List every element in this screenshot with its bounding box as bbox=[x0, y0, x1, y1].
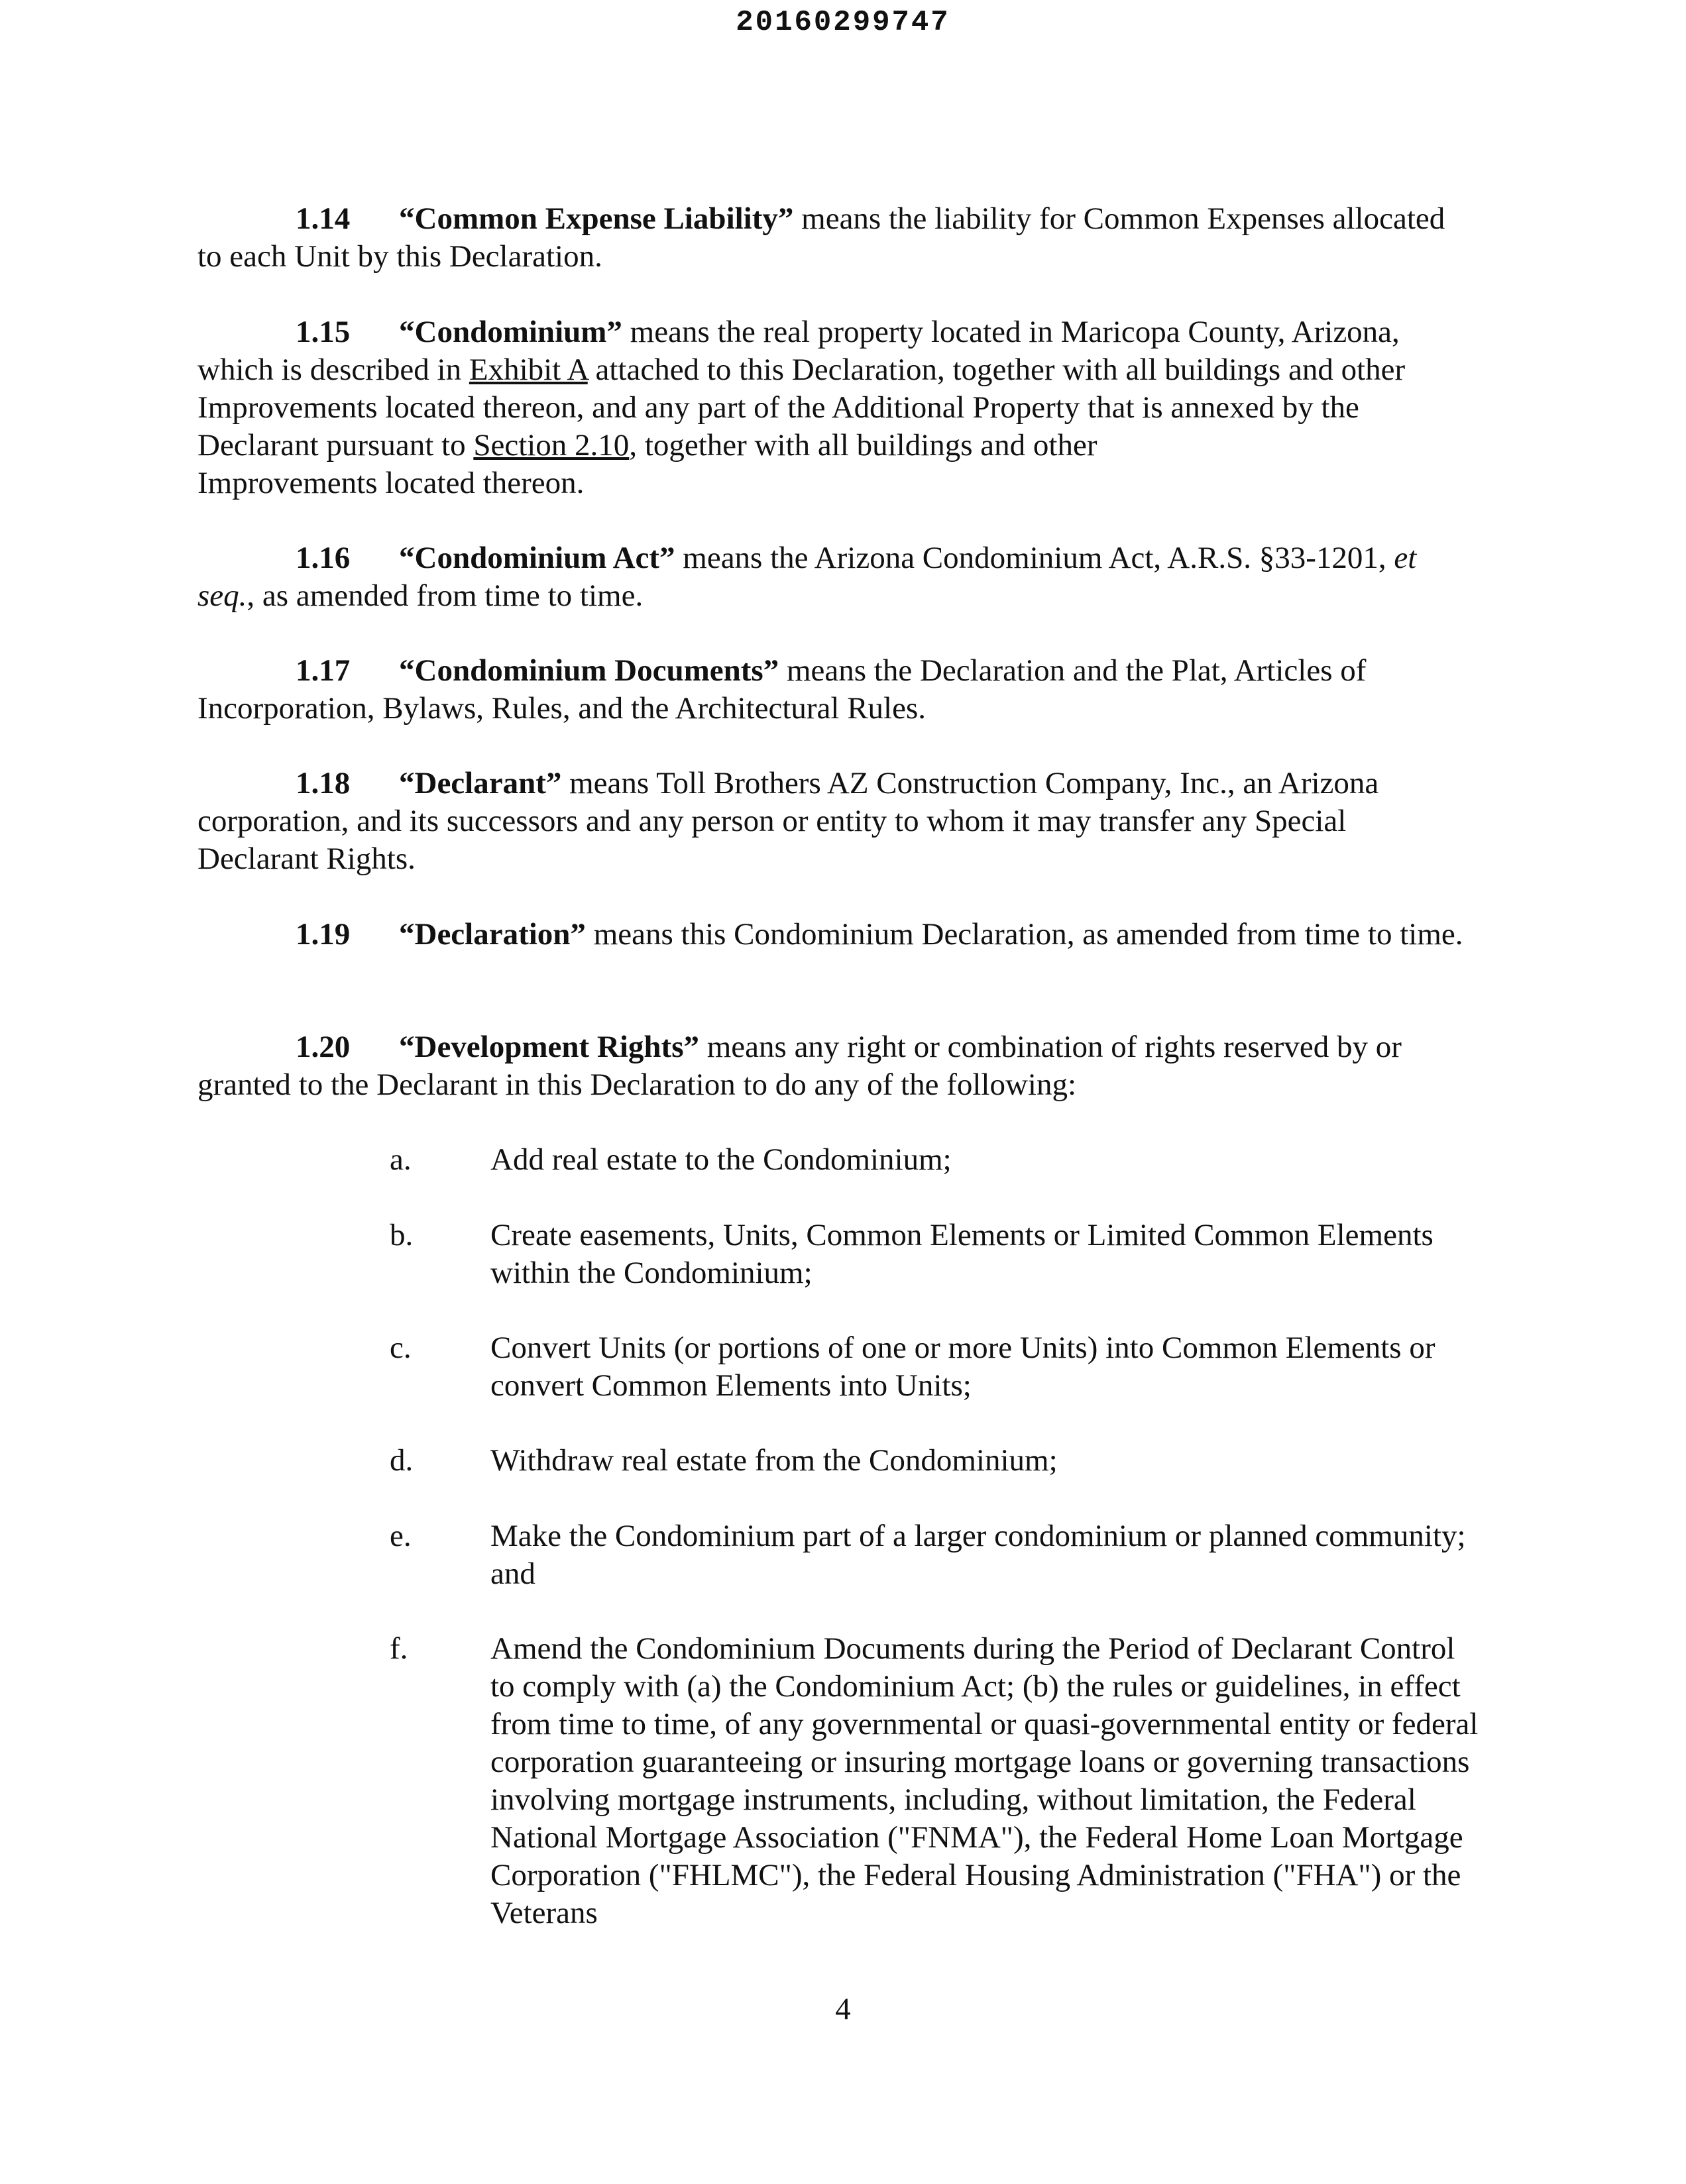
section-number: 1.19 bbox=[296, 917, 351, 952]
list-letter: e. bbox=[390, 1519, 412, 1553]
section-number: 1.17 bbox=[296, 653, 351, 688]
list-letter: b. bbox=[390, 1218, 414, 1252]
section-number: 1.20 bbox=[296, 1030, 351, 1064]
defined-term: “Declarant” bbox=[399, 766, 562, 800]
list-letter: d. bbox=[390, 1443, 414, 1478]
section-1-17 bbox=[197, 652, 1470, 728]
section-1-19 bbox=[197, 916, 1470, 954]
section-1-18 bbox=[197, 765, 1470, 878]
section-text: means any right or combination of rights reserved by or granted to the Declarant in this Declaration to do any of the following: bbox=[197, 1030, 1402, 1102]
defined-term: “Declaration” bbox=[399, 917, 586, 952]
section-text: , together with all buildings and other bbox=[629, 428, 1097, 463]
section-text: means Toll Brothers AZ Construction Company, Inc., an Arizona corporation, and its successors and any person or entity to whom it may transfer any Special Declarant Rights. bbox=[197, 766, 1379, 876]
section-text: means the Arizona Condominium Act, A.R.S. §33-1201, bbox=[675, 541, 1394, 575]
section-number: 1.16 bbox=[296, 541, 351, 575]
list-text: Add real estate to the Condominium; bbox=[490, 1142, 952, 1177]
section-number: 1.15 bbox=[296, 315, 351, 349]
section-text: , as amended from time to time. bbox=[247, 578, 644, 613]
list-text: Convert Units (or portions of one or more Units) into Common Elements or convert Common Elements into Units; bbox=[490, 1331, 1435, 1403]
defined-term: “Development Rights” bbox=[399, 1030, 699, 1064]
section-1-16 bbox=[197, 539, 1470, 615]
defined-term: “Condominium” bbox=[399, 315, 622, 349]
section-text: means the liability for Common Expenses allocated to each Unit by this Declaration. bbox=[197, 201, 1445, 274]
defined-term: “Condominium Act” bbox=[399, 541, 675, 575]
document-number: 20160299747 bbox=[736, 6, 950, 39]
exhibit-a-reference: Exhibit A bbox=[469, 353, 588, 387]
section-1-14-paragraph bbox=[197, 200, 1470, 276]
section-1-17-paragraph bbox=[197, 652, 1470, 728]
section-text: means the Declaration and the Plat, Articles of Incorporation, Bylaws, Rules, and the Architectural Rules. bbox=[197, 653, 1367, 726]
section-1-16-paragraph bbox=[197, 539, 1470, 615]
section-text: means the real property located in Maricopa County, Arizona, which is described in bbox=[197, 315, 1400, 387]
section-text: attached to this Declaration, together with all buildings and other Improvements located thereon, and any part of the Additional Property that is annexed by the Declarant pursuant to bbox=[197, 353, 1406, 463]
section-1-20 bbox=[197, 1028, 1470, 1104]
section-2-10-reference: Section 2.10 bbox=[473, 428, 630, 463]
list-letter: c. bbox=[390, 1331, 412, 1365]
section-1-15-paragraph bbox=[197, 313, 1470, 502]
section-1-18-paragraph bbox=[197, 765, 1470, 878]
list-text: Withdraw real estate from the Condominium; bbox=[490, 1443, 1058, 1478]
section-1-15 bbox=[197, 313, 1470, 502]
section-number: 1.14 bbox=[296, 201, 351, 236]
list-text: Amend the Condominium Documents during the Period of Declarant Control to comply with (a) the Condominium Act; (b) the rules or guidelines, in effect from time to time, of any governmental or quasi-governmental entity or federal corporation guaranteeing or insuring mortgage loans or governing transactions involving mortgage instruments, including, without limitation, the Federal National Mortgage Association ("FNMA"), the Federal Home Loan Mortgage Corporation ("FHLMC"), the Federal Housing Administration ("FHA") or the Veterans bbox=[490, 1631, 1479, 1930]
section-number: 1.18 bbox=[296, 766, 351, 800]
section-text: means this Condominium Declaration, as amended from time to time. bbox=[585, 917, 1463, 952]
et-seq-italic: et seq. bbox=[197, 541, 1417, 613]
list-text: Make the Condominium part of a larger condominium or planned community; and bbox=[490, 1519, 1466, 1591]
page-number: 4 bbox=[835, 1992, 851, 2026]
section-1-14 bbox=[197, 200, 1470, 276]
section-1-19-paragraph bbox=[197, 916, 1470, 954]
defined-term: “Common Expense Liability” bbox=[399, 201, 794, 236]
list-letter: f. bbox=[390, 1631, 408, 1666]
list-text: Create easements, Units, Common Elements or Limited Common Elements within the Condominium; bbox=[490, 1218, 1433, 1290]
defined-term: “Condominium Documents” bbox=[399, 653, 779, 688]
section-1-20-paragraph bbox=[197, 1028, 1470, 1104]
list-letter: a. bbox=[390, 1142, 412, 1177]
section-text: Improvements located thereon. bbox=[197, 466, 585, 500]
